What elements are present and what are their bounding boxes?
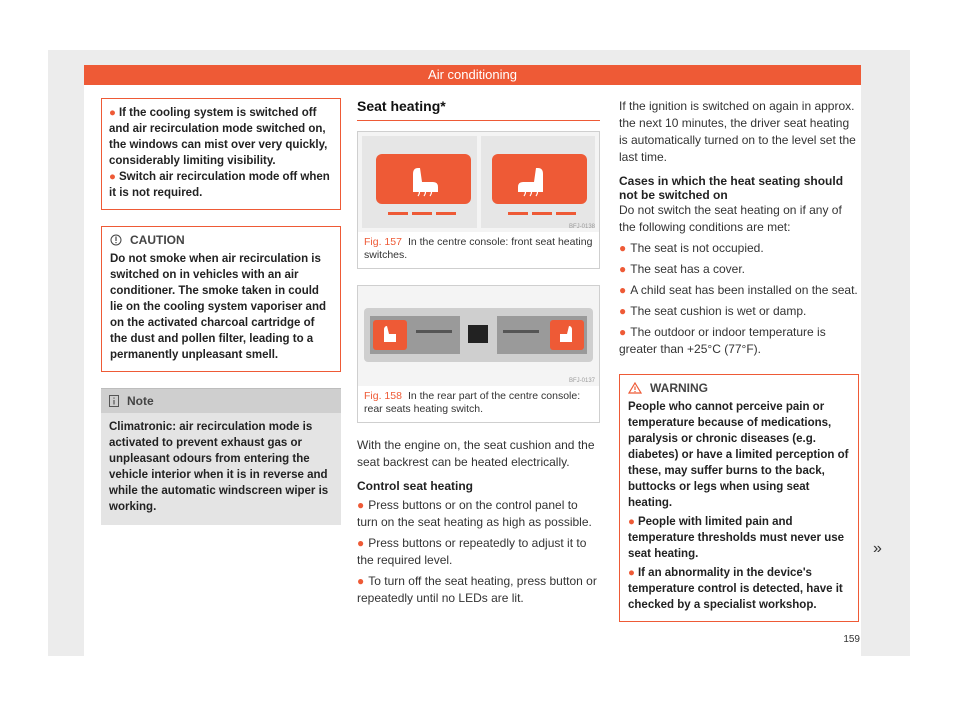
control-item: ● To turn off the seat heating, press button or repeatedly until no LEDs are lit. bbox=[357, 574, 597, 605]
control-heading: Control seat heating bbox=[357, 479, 474, 493]
front-seat-heating-switch-illustration bbox=[358, 132, 599, 232]
case-item: ● The seat is not occupied. bbox=[619, 241, 764, 255]
bullet-icon: ● bbox=[109, 171, 116, 183]
case-item: ● The outdoor or indoor temperature is greater than +25°C (77°F). bbox=[619, 325, 826, 356]
control-item: ● Press buttons or on the control panel to turn on the seat heating as high as possible. bbox=[357, 498, 592, 529]
column-middle bbox=[357, 98, 600, 607]
column-right bbox=[619, 98, 859, 622]
note-text: Climatronic: air recirculation mode is activated to prevent exhaust gas or unpleasant odours from entering the vehicle interior when it is in reverse and while the automatic windscreen wiper is working. bbox=[109, 421, 329, 513]
cases-intro: Do not switch the seat heating on if any of the following conditions are met: bbox=[619, 203, 842, 234]
caution-circle-icon bbox=[110, 234, 122, 246]
warning-triangle-icon bbox=[628, 382, 642, 394]
ignition-paragraph: If the ignition is switched on again in approx. the next 10 minutes, the driver seat heating is automatically turned on to the level set the last time. bbox=[619, 99, 856, 164]
caution-box bbox=[101, 226, 341, 372]
figure-code: BFJ-0138 bbox=[568, 224, 595, 230]
figure-157 bbox=[357, 131, 600, 269]
front-seat-switches-image bbox=[358, 132, 599, 232]
warning-header: WARNING bbox=[620, 375, 858, 397]
page-number: 159 bbox=[843, 634, 860, 645]
figure-code: BFJ-0137 bbox=[568, 378, 595, 384]
case-item: ● The seat cushion is wet or damp. bbox=[619, 304, 807, 318]
control-item: ● Press buttons or repeatedly to adjust it to the required level. bbox=[357, 536, 587, 567]
bullet-icon: ● bbox=[619, 304, 627, 318]
intro-paragraph: With the engine on, the seat cushion and the seat backrest can be heated electrically. bbox=[357, 438, 595, 469]
figure-number: Fig. 158 bbox=[364, 390, 402, 402]
note-box bbox=[101, 388, 341, 525]
warning-item: ● If the cooling system is switched off and air recirculation mode switched on, the windows can mist over very quickly, considerably limiting visibility. bbox=[109, 107, 328, 167]
info-icon bbox=[109, 395, 119, 407]
case-item: ● A child seat has been installed on the seat. bbox=[619, 283, 858, 297]
warning-text: People who cannot perceive pain or temperature because of medications, paralysis or chronic diseases (e.g. diabetes) or have a limited perception of these, may suffer burns to the back, buttocks or legs when using seat heating. ● People with limited pain and temperature thresholds must never use seat heating. ● If an abnormality in the device's temperature control is detected, have it checked by a specialist workshop. bbox=[628, 401, 849, 611]
bullet-icon: ● bbox=[628, 567, 635, 579]
note-header: Note bbox=[101, 389, 341, 413]
case-item: ● The seat has a cover. bbox=[619, 262, 745, 276]
figure-number: Fig. 157 bbox=[364, 236, 402, 248]
figure-158 bbox=[357, 285, 600, 423]
warning-box bbox=[619, 374, 859, 622]
bullet-icon: ● bbox=[619, 325, 627, 339]
bullet-icon: ● bbox=[357, 574, 365, 588]
bullet-icon: ● bbox=[109, 107, 116, 119]
rear-seat-switch-image bbox=[358, 286, 599, 386]
caution-header: CAUTION bbox=[102, 227, 340, 249]
figure-caption: Fig. 158 In the rear part of the centre console: rear seats heating switch. bbox=[364, 390, 581, 415]
rear-seat-heating-switch-illustration bbox=[358, 286, 599, 386]
bullet-icon: ● bbox=[357, 498, 365, 512]
section-title: Seat heating* bbox=[357, 98, 600, 121]
bullet-icon: ● bbox=[619, 262, 627, 276]
bullet-icon: ● bbox=[357, 536, 365, 550]
cases-heading: Cases in which the heat seating should not be switched on bbox=[619, 174, 844, 202]
page-header: Air conditioning bbox=[84, 65, 861, 85]
caution-text: Do not smoke when air recirculation is switched on in vehicles with an air conditioner. The smoke taken in could lie on the cooling system vaporiser and on the activated charcoal cartridge of the dust and pollen filter, leading to a permanently unpleasant smell. bbox=[110, 253, 327, 361]
continue-arrow: » bbox=[873, 540, 882, 557]
bullet-icon: ● bbox=[628, 516, 635, 528]
figure-caption: Fig. 157 In the centre console: front seat heating switches. bbox=[364, 236, 593, 261]
bullet-icon: ● bbox=[619, 283, 627, 297]
warning-continuation-box bbox=[101, 98, 341, 210]
warning-item: ● Switch air recirculation mode off when it is not required. bbox=[109, 171, 330, 199]
column-left bbox=[101, 98, 341, 525]
bullet-icon: ● bbox=[619, 241, 627, 255]
